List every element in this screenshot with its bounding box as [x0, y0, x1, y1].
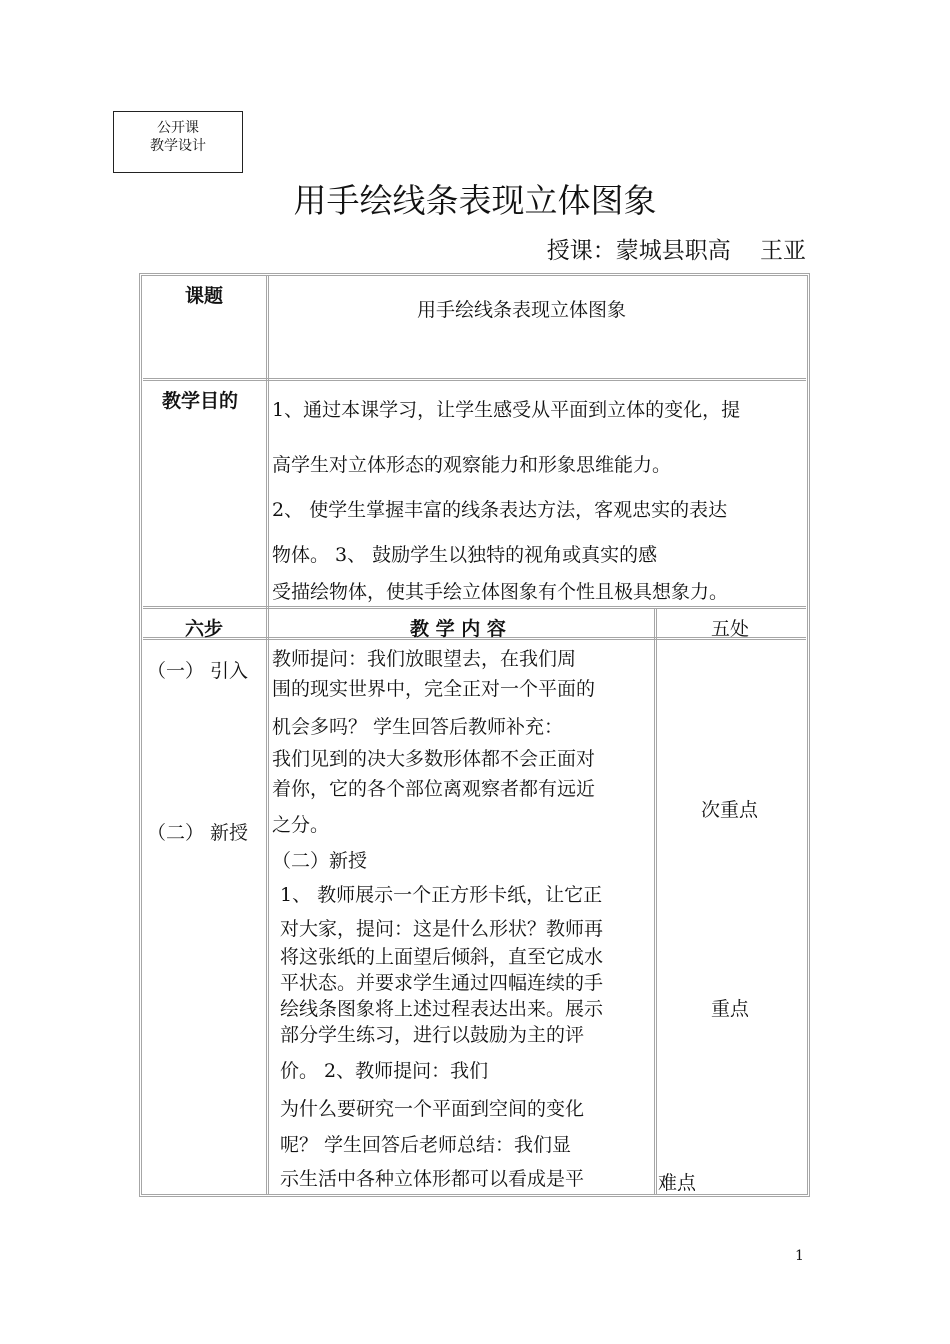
- step-new-teaching: （二） 新授: [147, 822, 249, 844]
- content-line: 将这张纸的上面望后倾斜，直至它成水: [280, 946, 604, 968]
- course-type-line1: 公开课: [157, 120, 199, 136]
- row-divider-topic: [143, 378, 806, 381]
- content-block-2: [280, 880, 603, 1191]
- objective-line: 1、通过本课学习，让学生感受从平面到立体的变化，提: [272, 399, 741, 421]
- course-type-box: [113, 111, 243, 173]
- author-line: 授课：蒙城县职高 王亚: [546, 238, 806, 264]
- objective-line: 高学生对立体形态的观察能力和形象思维能力。: [272, 454, 672, 476]
- point-difficult: 难点: [658, 1172, 697, 1194]
- topic-value: 用手绘线条表现立体图象: [417, 299, 627, 321]
- step-introduction: （一） 引入: [147, 660, 249, 682]
- content-line: 对大家，提问：这是什么形状？教师再: [280, 918, 604, 940]
- content-line: 部分学生练习，进行以鼓励为主的评: [280, 1024, 585, 1046]
- content-line: 示生活中各种立体形都可以看成是平: [280, 1168, 585, 1190]
- point-secondary: 次重点: [701, 799, 759, 821]
- content-line: 我们见到的决大多数形体都不会正面对: [272, 748, 596, 770]
- objective-line: 物体。 3、 鼓励学生以独特的视角或真实的感: [272, 544, 658, 566]
- column-divider-2: [654, 609, 657, 1194]
- topic-label: 课题: [185, 285, 224, 307]
- row-divider-objective: [143, 606, 806, 609]
- objective-text: [272, 395, 740, 604]
- objective-line: 受描绘物体，使其手绘立体图象有个性且极具想象力。: [272, 581, 729, 603]
- objective-label: 教学目的: [162, 390, 239, 412]
- content-block-1: [272, 644, 595, 873]
- content-line: 之分。: [272, 814, 330, 836]
- header-steps: 六步: [185, 618, 224, 640]
- objective-line: 2、 使学生掌握丰富的线条表达方法，客观忠实的表达: [272, 499, 728, 521]
- content-line: 价。 2、教师提问：我们: [280, 1060, 489, 1082]
- page-title: 用手绘线条表现立体图象: [293, 181, 657, 220]
- header-content: 教 学 内 容: [410, 618, 506, 640]
- page-number: 1: [795, 1248, 804, 1264]
- header-points: 五处: [711, 618, 750, 640]
- content-line: 平状态。并要求学生通过四幅连续的手: [280, 972, 604, 994]
- content-line: 教师提问：我们放眼望去，在我们周: [272, 648, 577, 670]
- content-line: 呢？ 学生回答后老师总结：我们显: [280, 1134, 572, 1156]
- content-line: 绘线条图象将上述过程表达出来。展示: [280, 998, 604, 1020]
- content-line: 为什么要研究一个平面到空间的变化: [280, 1098, 585, 1120]
- course-type-line2: 教学设计: [150, 138, 206, 154]
- content-line: （二）新授: [272, 850, 368, 872]
- content-line: 着你，它的各个部位离观察者都有远近: [272, 778, 596, 800]
- content-line: 围的现实世界中，完全正对一个平面的: [272, 678, 596, 700]
- point-key: 重点: [711, 998, 750, 1020]
- content-line: 1、 教师展示一个正方形卡纸，让它正: [280, 884, 603, 906]
- content-line: 机会多吗？ 学生回答后教师补充：: [272, 716, 564, 738]
- column-divider-1: [266, 276, 269, 1194]
